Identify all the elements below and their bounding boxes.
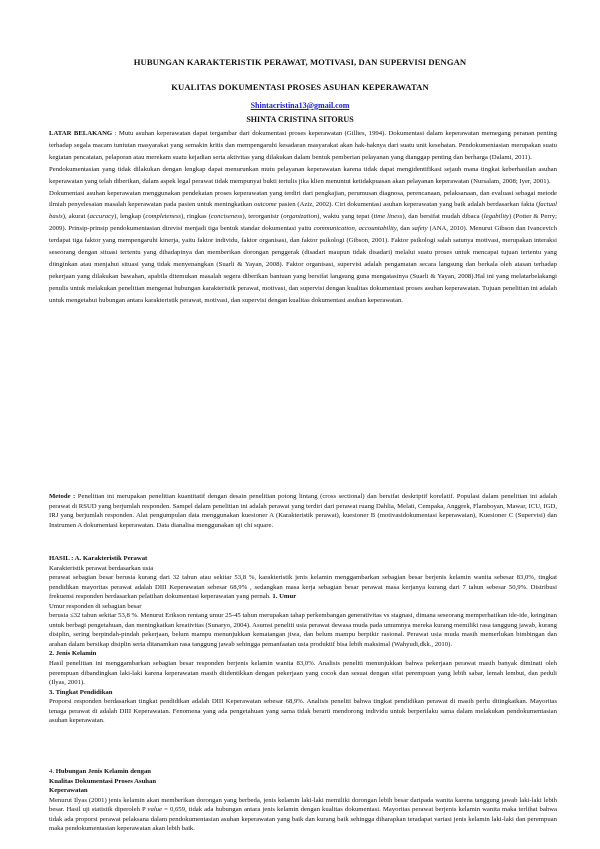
results-line-age-intro: Karakteristik perawat berdasarkan usia (49, 564, 154, 572)
results-jenis-kelamin-text: Hasil penelitian ini menggambarkan sebagian besar responden berjenis kelamin wanita 83,0%. Analisis peneliti menunjukkan bahwa pekerjaan perawat masih banyak diminati oleh perempuan dibandingkan laki-laki karena keperawatan masih diidentikkan dengan pekerjaan yang cocok dan sesuai dengan sifat perempuan yang lebih sabar, lemah lembut, dan peduli (Ilyas, 2001). (49, 660, 557, 687)
subheading-hubungan-line-2: Kualitas Dokumentasi Proses Asuhan (49, 777, 157, 785)
background-paragraph-2: Pendokumentasian yang tidak dilakukan dengan lengkap dapat menurunkan mutu pelayanan keperawatan karena tidak dapat mengidentifikasi sejauh mana tingkat keberhasilan asuhan keperawatan yang telah diberikan, dalam aspek legal perawat tidak mempunyai bukti tertulis jika klien menuntut ketidakpuasan akan pelayanan keperawatan (Nursalam, 2008; Iyer, 2001). (49, 165, 557, 185)
background-paragraph-3: Dokumentasi asuhan keperawatan menggunakan pendekatan proses keperawatan yang terdiri dari pengkajian, perumusan diagnosa, perencanaan, pelaksanaan, dan evaluasi sebagai metode ilmiah penyelesaian masalah keperawatan pada pasien untuk meningkatkan outcome pasien (Aziz, 2002). Ciri dokumentasi asuhan keperawatan yang baik adalah berdasarkan fakta (factual basis), akurat (accuracy), lengkap (completeness), ringkas (conciseness), terorganisir (organization), waktu yang tepat (time liness), dan bersifat mudah dibaca (legability) (Potter & Perry; 2009). Prinsip-prinsip pendokumentasian direvisi menjadi tiga bentuk standar dokumentasi yaitu communication, accountability, dan safety (ANA, 2010). Menurut Gibson dan Ivancevich terdapat tiga faktor yang mempengaruhi kinerja, yaitu faktor individu, faktor organisasi, dan faktor psikologi (Gibson, 2001). Faktor psikologi salah satunya motivasi, merupakan interaksi seseorang dengan situasi tertentu yang dihadapinya dan memberikan dorongan penggerak (disadari maupun tidak disadari) melalui suatu proses untuk mencapai tujuan tertentu yang diinginkan atau menjahui situasi yang tidak menyenangkan (Suarli & Yayan, 2008). Faktor organisasi, supervisi adalah pengamatan secara langsung dan berkala oleh atasan terhadap pekerjaan yang dilakukan bawahan, apabila ditemukan masalah segera diberikan bantuan yang bersifat langsung guna mengatasinya (Suarli & Yayan, 2008).Hal ini yang melatarbelakangi penulis untuk melakukan penelitian mengenai hubungan karakteristik perawat, motivasi, dan supervisi dengan kualitas dokumentasi proses asuhan keperawatan. Tujuan penelitian ini adalah untuk mengetahui hubungan antara karakteristik perawat, motivasi, dan supervisi dengan kualitas dokumentasi asuhan keperawatan. (49, 189, 557, 304)
results-pendidikan-text: Proporsi responden berdasarkan tingkat pendidikan adalah DIII Keperawatan sebesar 68,9%. Analisis peneliti bahwa tingkat pendidikan perawat di masih perlu ditingkatkan. Mayoritas tenaga perawat di adalah DIII Keperawatan. Fenomena yang ada pengetahuan yang sama tidak berarti mendorong individu untuk berperilaku sama dalam melakukan pendokumentasian asuhan keperawatan. (49, 698, 557, 725)
method-section (49, 492, 557, 530)
method-label: Metode : (49, 493, 76, 500)
background-label: LATAR BELAKANG (49, 130, 113, 137)
method-text: Penelitian ini merupakan penelitian kuantitatif dengan desain penelitian potong lintang (cross sectional) dan bersifat deskriptif korelatif. Populasi dalam penelitian ini adalah perawat di RSUD yang berjumlah responden. Sampel dalam penelitian ini adalah perawat yang terdiri dari perawat ruang Dahlia, Melati, Cempaka, Anggrek, Flamboyan, Mawar, ICU, IGD, IRJ yang berjumlah responden. Alat pengumpulan data menggunakan kuesioner A (Karakteristik perawat), kuesioner B (motivasidokumentasi keperawatan), Kuesioner C (Supervisi) dan Instrumen A dokumentasi keperawatan. Data dianalisa menggunakan uji chi square. (49, 493, 558, 529)
subheading-hubungan-line-3: Keperawatan (49, 787, 88, 794)
results-summary: perawat sebagian besar berusia kurang dari 32 tahun atau sekitar 53,8 %, karakteristik jenis kelamin menggambarkan sebagian besar berjenis kelamin wanita sebesar 83,0%, tingkat pendidikan mayoritas perawat adalah DIII Keperawatan sebesar 68,9% , sedangkan masa kerja sebagian besar perawat masa kerjanya kurang dari 7 tahun sebesar 50,9%. Distribusi frekuensi responden berdasarkan pelatihan dokumentasi keperawatan yang pernah. 1. Umur (49, 574, 557, 601)
method-paragraph (49, 492, 557, 530)
results-hubungan-text: Menurut Ilyas (2001) jenis kelamin akan memberikan dorongan yang berbeda, jenis kelamin laki-laki memiliki dorongan lebih besar daripada wanita karena tanggung jawab laki-laki lebih besar. Hasil uji statistik diperoleh P value = 0,659, tidak ada hubungan antara jenis kelamin dengan kualitas dokumentasi. Mayoritas perawat berjenis kelamin wanita maka terlihat bahwa tidak ada proporsi perawat pelaksana dalam pendokumentasian asuhan keperawatan yang baik dan kurang baik sehingga diharapkan teradapat variasi jenis kelamin laki-laki dan perempuan maka pendokumentasian keperawatan akan lebih baik. (49, 796, 558, 832)
subheading-tingkat-pendidikan: 3. Tingkat Pendidikan (49, 688, 113, 696)
paper-title-line-1: HUBUNGAN KARAKTERISTIK PERAWAT, MOTIVASI, DAN SUPERVISI DENGAN (133, 57, 467, 67)
background-paragraph-1 (49, 128, 557, 164)
background-section (49, 128, 557, 307)
subheading-umur: 1. Umur (272, 593, 297, 601)
author-name: SHINTA CRISTINA SITORUS (246, 115, 354, 124)
author-email-link[interactable]: Shintacristina13@gmail.com (250, 101, 350, 110)
background-text-1: : Mutu asuhan keperawatan dapat tergambar dari dokumentasi proses keperawatan (Gillies, 1994). Dokumentasi dalam keperawatan memegang peranan penting terhadap segala macam tuntutan masyarakat yang semakin kritis dan mempengaruhi kesadaran masyarakat akan hak-haknya dari suatu unit kesehatan. Pendokumentasian merupakan suatu kegiatan pencatatan, pelaporan atau merekam suatu kejadian serta aktivitas yang dilakukan dalam bentuk pemberian pelayanan yang dianggap penting dan berharga (Dalami, 2011). (49, 130, 557, 161)
subheading-hubungan-line-1: 4. Hubungan Jenis Kelamin dengan (49, 768, 152, 775)
results-section (49, 554, 557, 726)
results-heading: HASIL : A. Karakteristik Perawat (49, 555, 148, 562)
results-section-4 (49, 767, 557, 834)
subheading-jenis-kelamin: 2. Jenis Kelamin (49, 650, 97, 658)
results-umur-text: berusia ≤32 tahun sekitar 53,8 %. Menurut Erikson rentang umur 25-45 tahun merupakan tahap perkembangan generativitas vs stagnasi, dimana seseorang memperhatikan ide-ide, keinginan untuk berbagi pengetahuan, dan meningkatkan kreativitas (Sunaryo, 2004). Asumsi peneliti usia perawat dewasa muda pada umumnya mereka kurang memiliki rasa tanggung jawab, kurang disiplin, sering berpindah-pindah pekerjaan, belum mampu menunjukkan kematangan jiwa, dan belum mampu berpikir rasional. Perawat usia muda masih memerlukan bimbingan dan arahan dalam bersikap disiplin serta ditanamkan rasa tanggung jawab sehingga pemanfaatan usia produktif bisa lebih maksimal (Wahyudi,dkk., 2010). (49, 612, 557, 648)
results-umur-intro: Umur responden di sebagian besar (49, 602, 142, 610)
paper-title-line-2: KUALITAS DOKUMENTASI PROSES ASUHAN KEPERAWATAN (171, 82, 429, 92)
